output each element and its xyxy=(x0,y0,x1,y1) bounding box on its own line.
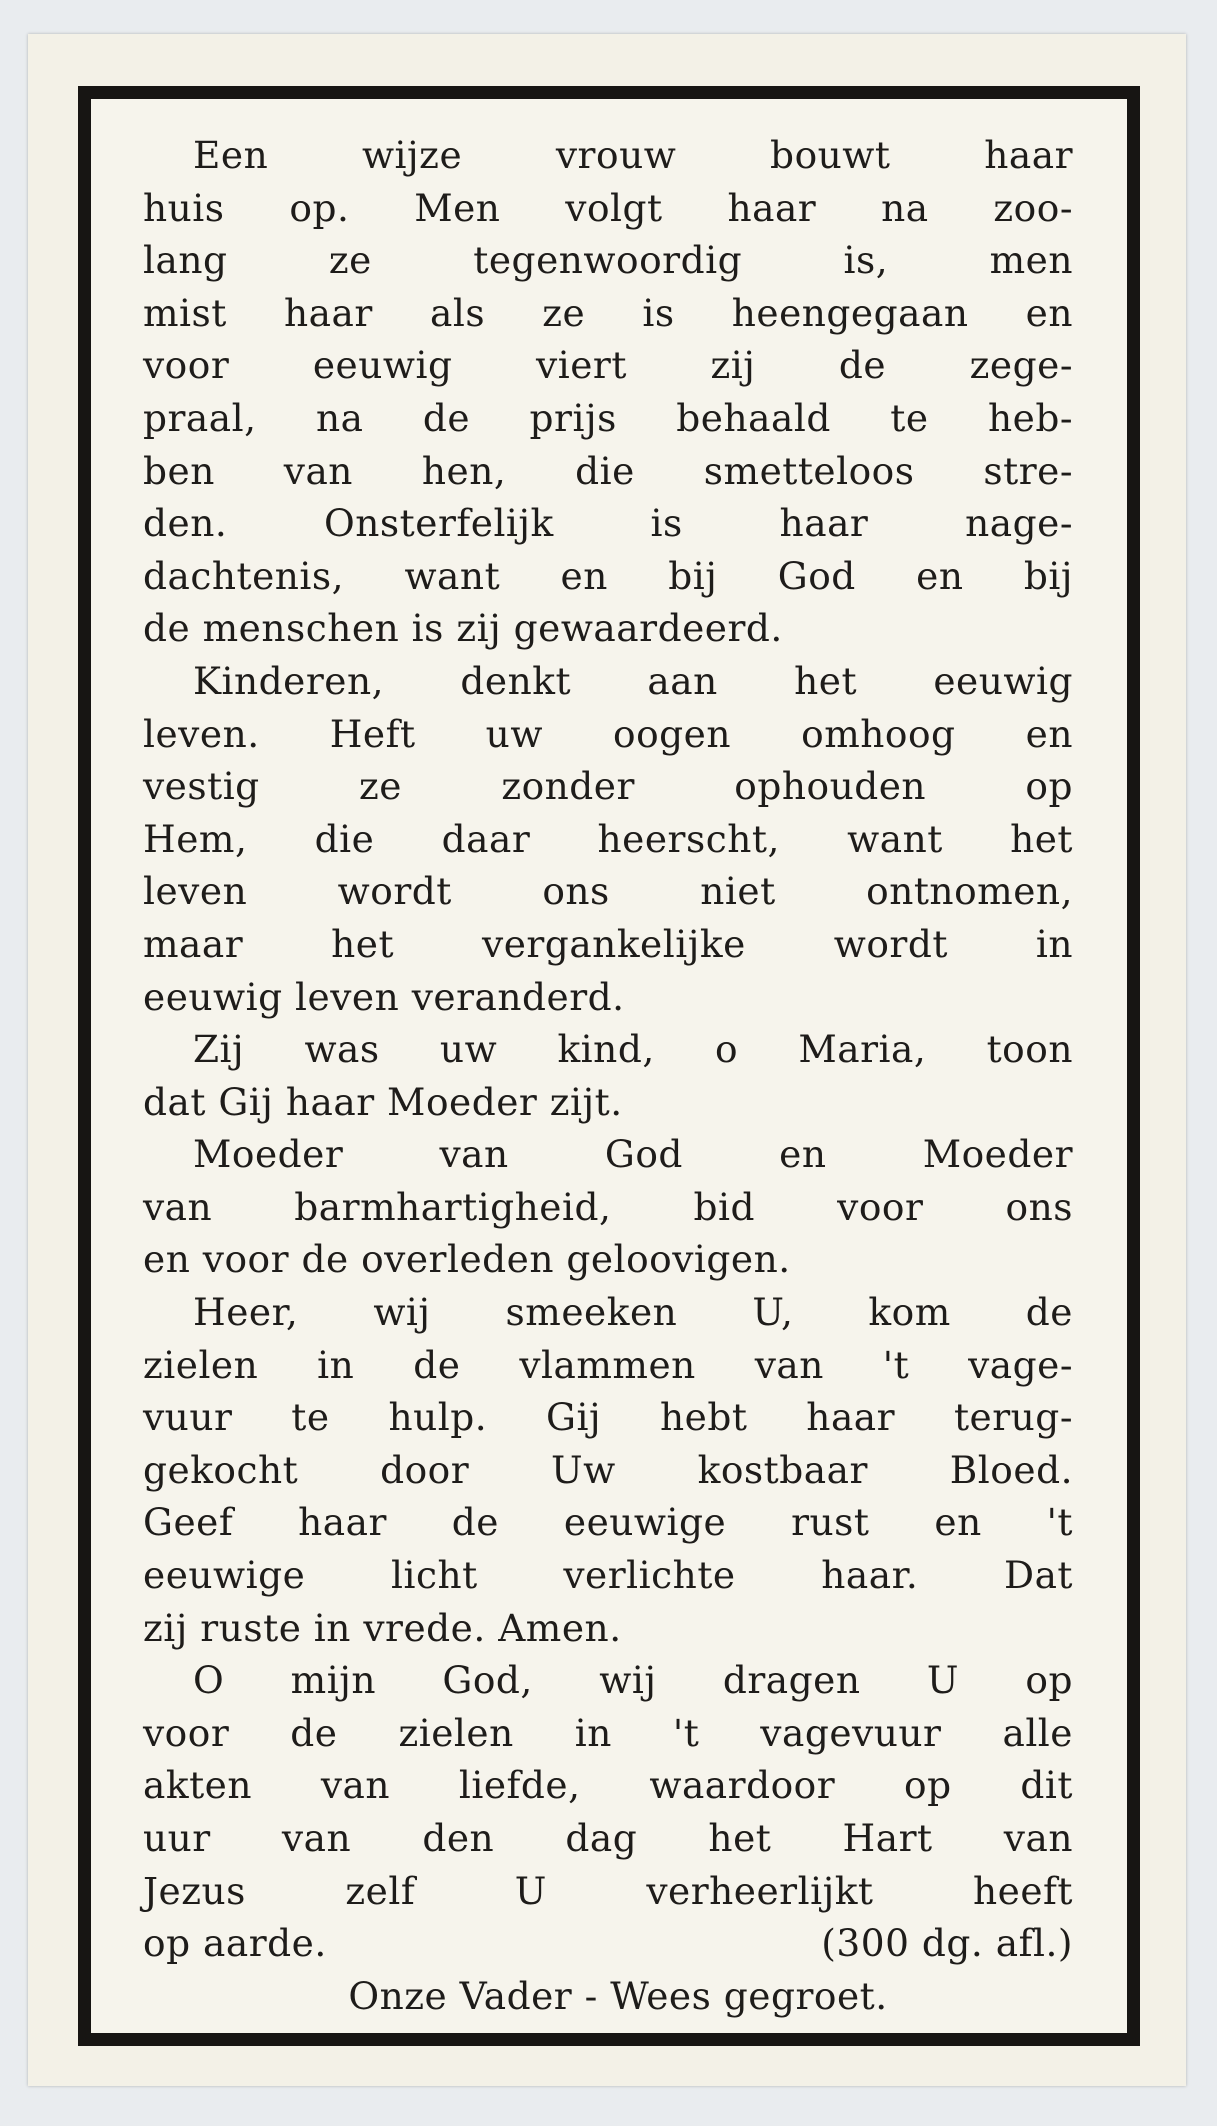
final-line-text: op aarde. xyxy=(143,1921,327,1966)
text-line: huis op. Men volgt haar na zoo- xyxy=(143,185,1073,230)
text-line: Heer, wij smeeken U, kom de xyxy=(193,1290,1073,1335)
text-line: gekocht door Uw kostbaar Bloed. xyxy=(143,1447,1073,1492)
text-line: O mijn God, wij dragen U op xyxy=(193,1658,1073,1703)
text-line: Een wijze vrouw bouwt haar xyxy=(193,133,1073,177)
prayer-text xyxy=(143,129,1073,2022)
text-line: leven wordt ons niet ontnomen, xyxy=(143,869,1073,914)
black-border-frame xyxy=(78,86,1140,2046)
text-line: den. Onsterfelijk is haar nage- xyxy=(143,501,1073,546)
text-line: Hem, die daar heerscht, want het xyxy=(143,816,1073,861)
text-line: vuur te hulp. Gij hebt haar terug- xyxy=(143,1395,1073,1440)
text-line: Moeder van God en Moeder xyxy=(193,1132,1073,1177)
closing-prayers: Onze Vader - Wees gegroet. xyxy=(348,1973,888,2018)
text-line: voor de zielen in 't vagevuur alle xyxy=(143,1710,1073,1755)
indulgence-note: (300 dg. afl.) xyxy=(821,1921,1073,1966)
text-line: praal, na de prijs behaald te heb- xyxy=(143,395,1073,440)
text-line: zij ruste in vrede. Amen. xyxy=(143,1605,622,1650)
text-line: dat Gij haar Moeder zijt. xyxy=(143,1079,623,1124)
text-line: zielen in de vlammen van 't vage- xyxy=(143,1342,1073,1387)
text-line: en voor de overleden geloovigen. xyxy=(143,1237,791,1282)
text-line: Jezus zelf U verheerlijkt heeft xyxy=(143,1868,1073,1913)
text-line: lang ze tegenwoordig is, men xyxy=(143,238,1073,283)
text-line: eeuwig leven veranderd. xyxy=(143,974,625,1019)
text-line: dachtenis, want en bij God en bij xyxy=(143,553,1073,598)
text-line: uur van den dag het Hart van xyxy=(143,1816,1073,1860)
text-line: mist haar als ze is heengegaan en xyxy=(143,290,1073,335)
text-line: vestig ze zonder ophouden op xyxy=(143,764,1073,809)
text-line: van barmhartigheid, bid voor ons xyxy=(143,1184,1073,1229)
text-line: maar het vergankelijke wordt in xyxy=(143,921,1073,966)
text-line: Zij was uw kind, o Maria, toon xyxy=(193,1027,1073,1072)
text-line: akten van liefde, waardoor op dit xyxy=(143,1763,1073,1808)
text-line: de menschen is zij gewaardeerd. xyxy=(143,606,783,651)
text-line: Geef haar de eeuwige rust en 't xyxy=(143,1500,1073,1545)
text-line: ben van hen, die smetteloos stre- xyxy=(143,448,1073,493)
final-text-line xyxy=(143,1917,1073,1970)
text-line: Kinderen, denkt aan het eeuwig xyxy=(193,658,1073,703)
text-line: eeuwige licht verlichte haar. Dat xyxy=(143,1553,1073,1598)
text-line: voor eeuwig viert zij de zege- xyxy=(143,343,1073,388)
text-line: leven. Heft uw oogen omhoog en xyxy=(143,711,1073,756)
prayer-card xyxy=(28,34,1186,2086)
